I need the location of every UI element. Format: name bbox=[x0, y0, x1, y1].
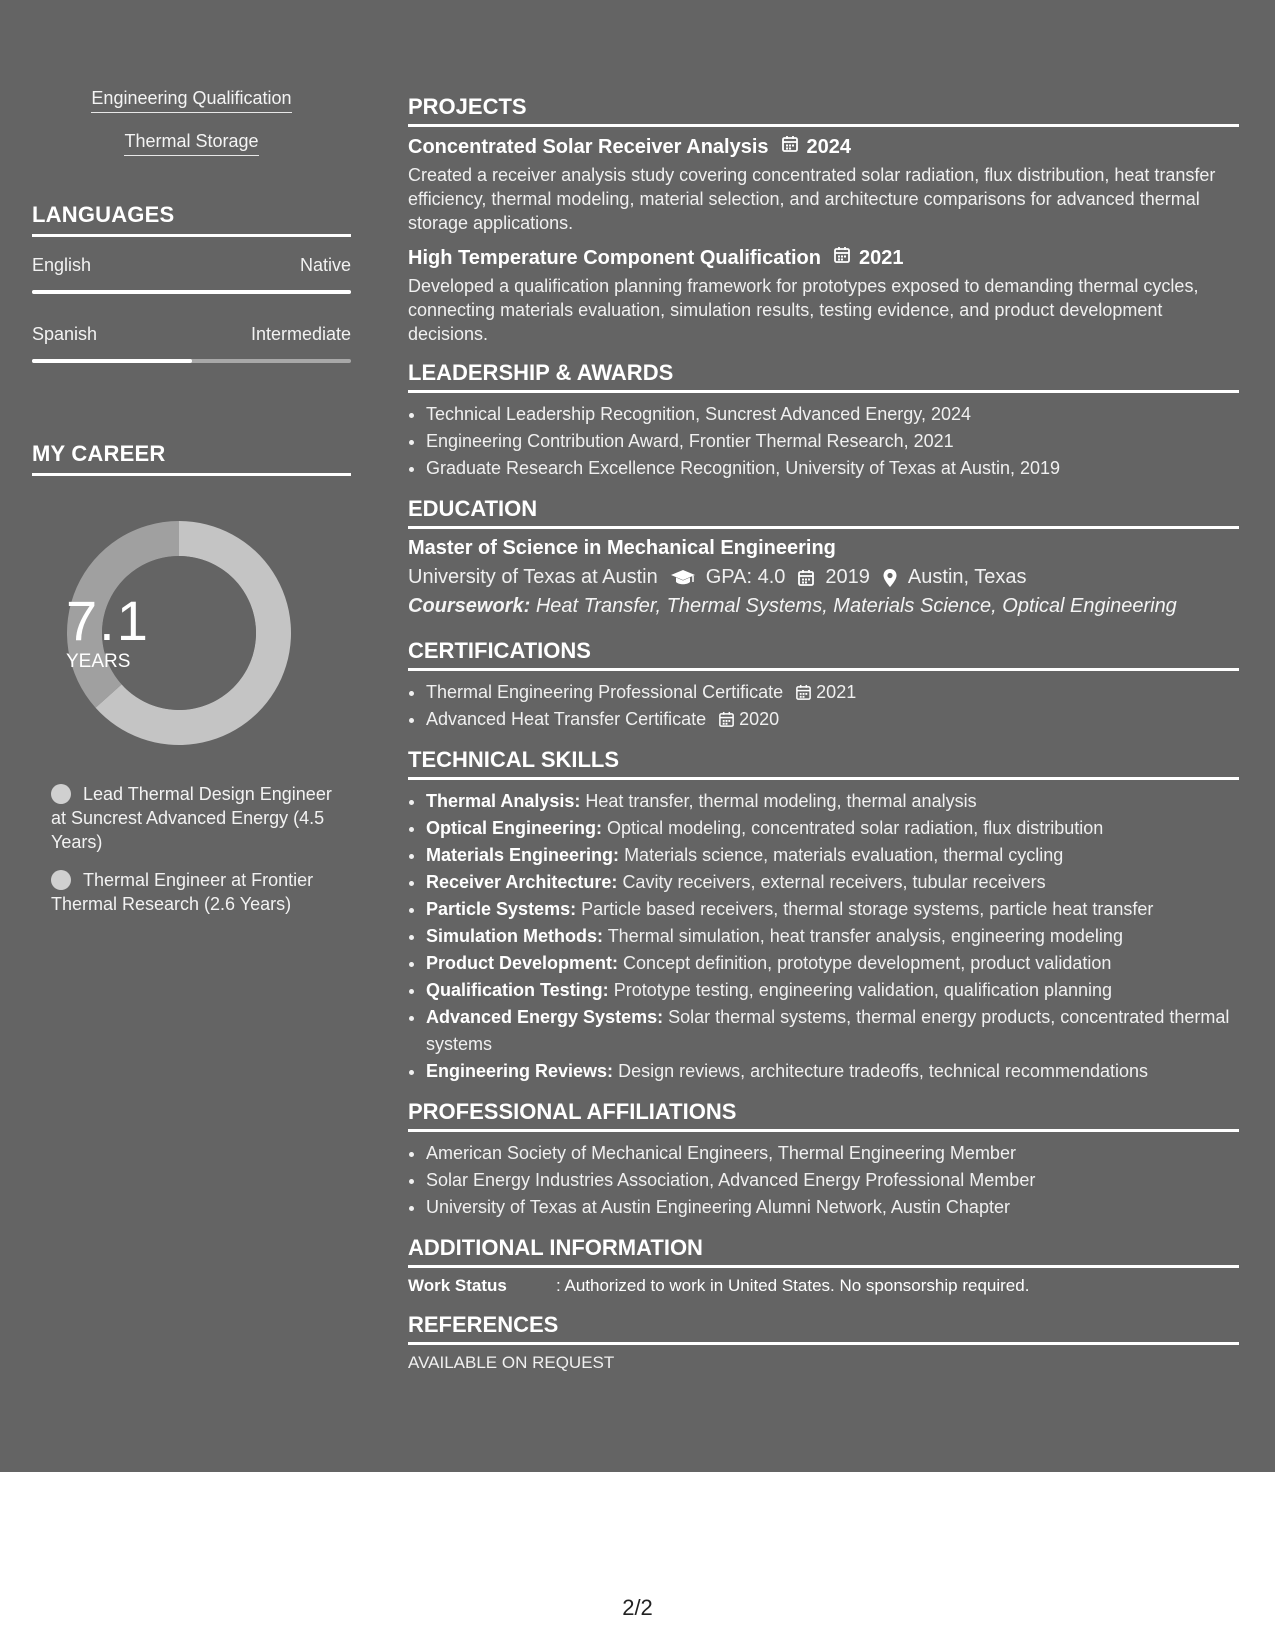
career-item-text: Thermal Engineer at Frontier Thermal Research (2.6 Years) bbox=[51, 870, 314, 914]
project-description: Developed a qualification planning framework for prototypes exposed to demanding thermal cycles, connecting materials evaluation, simulation results, testing evidence, and product development decisions. bbox=[408, 276, 1199, 344]
tag: Thermal Storage bbox=[124, 131, 258, 156]
skill-label: Simulation Methods: bbox=[426, 926, 603, 946]
graduation-cap-icon bbox=[670, 569, 696, 587]
work-status-value: : Authorized to work in United States. No sponsorship required. bbox=[556, 1276, 1030, 1295]
language-name: Spanish bbox=[32, 324, 98, 344]
language-proficiency-bar bbox=[32, 290, 351, 294]
language-level: Intermediate bbox=[250, 324, 351, 344]
skill-item bbox=[426, 1058, 1239, 1085]
project-description: Created a receiver analysis study covering concentrated solar radiation, flux distribution, heat transfer efficiency, thermal modeling, material selection, and architecture comparisons for advanced thermal storage applications. bbox=[408, 165, 1216, 233]
work-status-label: Work Status bbox=[408, 1276, 507, 1295]
skill-value: Materials science, materials evaluation, thermal cycling bbox=[624, 845, 1064, 865]
education-year: 2019 bbox=[825, 566, 870, 588]
project-item bbox=[408, 246, 1239, 346]
calendar-icon bbox=[795, 684, 812, 701]
skill-item bbox=[426, 788, 1239, 815]
language-proficiency-fill bbox=[32, 359, 192, 363]
certifications-list bbox=[408, 679, 1239, 733]
education-entry bbox=[408, 537, 1239, 618]
career-heading: MY CAREER bbox=[32, 441, 351, 476]
language-item bbox=[32, 255, 351, 294]
skill-item bbox=[426, 923, 1239, 950]
career-dot-icon bbox=[51, 784, 71, 804]
career-list bbox=[32, 782, 351, 916]
skill-label: Advanced Energy Systems: bbox=[426, 1007, 664, 1027]
coursework-label: Coursework: bbox=[408, 595, 531, 617]
skill-item bbox=[426, 815, 1239, 842]
skill-value: Particle based receivers, thermal storage systems, particle heat transfer bbox=[581, 899, 1154, 919]
calendar-icon bbox=[718, 711, 735, 728]
skill-label: Receiver Architecture: bbox=[426, 872, 618, 892]
affiliations-list bbox=[408, 1140, 1239, 1221]
references-text: AVAILABLE ON REQUEST bbox=[408, 1353, 615, 1372]
skill-label: Thermal Analysis: bbox=[426, 791, 581, 811]
career-years-unit: YEARS bbox=[66, 651, 131, 672]
tag-list bbox=[32, 88, 351, 174]
skill-item bbox=[426, 896, 1239, 923]
skill-label: Engineering Reviews: bbox=[426, 1061, 614, 1081]
list-item: • Technical Leadership Recognition, Suncrest Advanced Energy, 2024 bbox=[426, 401, 1239, 428]
education-coursework bbox=[408, 595, 1239, 618]
sidebar bbox=[32, 88, 351, 930]
work-status-row bbox=[408, 1276, 1239, 1296]
education-heading: EDUCATION bbox=[408, 496, 1239, 529]
skill-label: Product Development: bbox=[426, 953, 619, 973]
skill-label: Qualification Testing: bbox=[426, 980, 609, 1000]
certifications-heading: CERTIFICATIONS bbox=[408, 638, 1239, 671]
skill-item bbox=[426, 869, 1239, 896]
career-item bbox=[51, 868, 351, 916]
leadership-heading: LEADERSHIP & AWARDS bbox=[408, 360, 1239, 393]
projects-heading: PROJECTS bbox=[408, 94, 1239, 127]
education-degree: Master of Science in Mechanical Engineering bbox=[408, 537, 836, 559]
skills-heading: TECHNICAL SKILLS bbox=[408, 747, 1239, 780]
skill-label: Particle Systems: bbox=[426, 899, 577, 919]
list-item: • Engineering Contribution Award, Frontier Thermal Research, 2021 bbox=[426, 428, 1239, 455]
skill-value: Design reviews, architecture tradeoffs, technical recommendations bbox=[618, 1061, 1148, 1081]
project-title: High Temperature Component Qualification bbox=[408, 246, 821, 269]
career-dot-icon bbox=[51, 870, 71, 890]
career-item bbox=[51, 782, 351, 854]
language-level: Native bbox=[299, 255, 351, 275]
project-title: Concentrated Solar Receiver Analysis bbox=[408, 135, 769, 158]
coursework-value: Heat Transfer, Thermal Systems, Materials Science, Optical Engineering bbox=[535, 595, 1177, 617]
career-item-text: Lead Thermal Design Engineer at Suncrest Advanced Energy (4.5 Years) bbox=[51, 784, 332, 852]
language-item bbox=[32, 324, 351, 363]
languages-heading: LANGUAGES bbox=[32, 202, 351, 237]
career-donut-chart bbox=[66, 520, 292, 746]
career-section bbox=[32, 441, 351, 916]
calendar-icon bbox=[797, 569, 815, 587]
skill-value: Concept definition, prototype development, product validation bbox=[623, 953, 1112, 973]
list-item: • University of Texas at Austin Engineering Alumni Network, Austin Chapter bbox=[426, 1194, 1239, 1221]
skill-value: Prototype testing, engineering validation, qualification planning bbox=[613, 980, 1113, 1000]
career-total-years: 7.1 bbox=[66, 589, 150, 652]
tag: Engineering Qualification bbox=[91, 88, 291, 113]
skill-value: Thermal simulation, heat transfer analysis, engineering modeling bbox=[607, 926, 1123, 946]
skill-item bbox=[426, 1004, 1239, 1058]
skill-value: Heat transfer, thermal modeling, thermal analysis bbox=[585, 791, 977, 811]
additional-heading: ADDITIONAL INFORMATION bbox=[408, 1235, 1239, 1268]
project-year: 2024 bbox=[806, 135, 852, 158]
skill-value: Solar thermal systems, thermal energy products, concentrated thermal systems bbox=[426, 1007, 1230, 1054]
skill-value: Optical modeling, concentrated solar radiation, flux distribution bbox=[607, 818, 1104, 838]
language-proficiency-fill bbox=[32, 290, 351, 294]
list-item bbox=[426, 679, 1239, 706]
certification-year: 2021 bbox=[816, 682, 857, 702]
project-year: 2021 bbox=[859, 246, 904, 269]
education-location: Austin, Texas bbox=[907, 566, 1027, 588]
calendar-icon bbox=[833, 246, 851, 270]
main-content bbox=[408, 94, 1239, 1373]
references-heading: REFERENCES bbox=[408, 1312, 1239, 1345]
list-item: • Graduate Research Excellence Recognition, University of Texas at Austin, 2019 bbox=[426, 455, 1239, 482]
education-gpa: GPA: 4.0 bbox=[705, 566, 786, 588]
list-item: • Solar Energy Industries Association, Advanced Energy Professional Member bbox=[426, 1167, 1239, 1194]
leadership-list bbox=[408, 401, 1239, 482]
location-pin-icon bbox=[882, 568, 898, 588]
language-proficiency-bar bbox=[32, 359, 351, 363]
project-item bbox=[408, 135, 1239, 235]
languages-section bbox=[32, 202, 351, 363]
education-school: University of Texas at Austin bbox=[408, 566, 658, 588]
certification-name: • Advanced Heat Transfer Certificate bbox=[426, 709, 707, 729]
calendar-icon bbox=[781, 135, 799, 159]
skill-item bbox=[426, 842, 1239, 869]
language-name: English bbox=[32, 255, 92, 275]
skill-item bbox=[426, 977, 1239, 1004]
list-item bbox=[426, 706, 1239, 733]
affiliations-heading: PROFESSIONAL AFFILIATIONS bbox=[408, 1099, 1239, 1132]
certification-year: 2020 bbox=[739, 709, 780, 729]
skills-list bbox=[408, 788, 1239, 1085]
list-item: • American Society of Mechanical Engineers, Thermal Engineering Member bbox=[426, 1140, 1239, 1167]
skill-item bbox=[426, 950, 1239, 977]
page-number: 2/2 bbox=[622, 1595, 653, 1620]
skill-value: Cavity receivers, external receivers, tubular receivers bbox=[622, 872, 1046, 892]
skill-label: Materials Engineering: bbox=[426, 845, 620, 865]
skill-label: Optical Engineering: bbox=[426, 818, 603, 838]
certification-name: • Thermal Engineering Professional Certificate bbox=[426, 682, 784, 702]
